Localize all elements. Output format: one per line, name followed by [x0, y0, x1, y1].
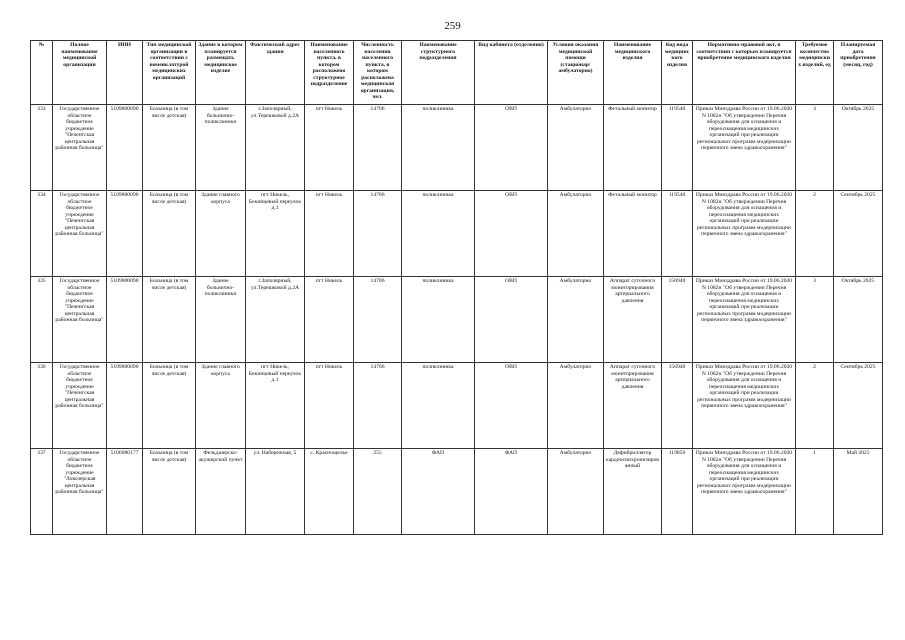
col-locality-header: Наименование населенного пункта, в котором расположено структурное подразделение: [305, 41, 354, 105]
col-quantity-cell: 3: [796, 277, 834, 363]
col-conditions-cell: Амбулаторно: [548, 277, 604, 363]
col-building-cell: Здание главного корпуса: [196, 363, 246, 449]
col-population-cell: 14706: [354, 363, 402, 449]
col-inn-cell: 5106080177: [107, 449, 143, 535]
col-device-header: Наименование медицинского изделия: [604, 41, 662, 105]
col-legal-act-cell: Приказ Минздрава России от 19.06.2020 N 1082н "Об утверждении Перечня оборудования для оснащения и переоснащения медицинских организаций при реализации региональных программ модернизации первичного звена здравоохранения": [693, 277, 796, 363]
table-row: [31, 105, 883, 191]
col-date-cell: Сентябрь 2025: [834, 363, 883, 449]
col-org-type-cell: Больница (в том числе детская): [143, 363, 196, 449]
col-date-cell: Октябрь 2025: [834, 105, 883, 191]
col-num-header: №: [31, 41, 53, 105]
col-cabinet-cell: ОВП: [475, 277, 548, 363]
col-device-cell: Аппарат суточного мониторирования артериального давления: [604, 363, 662, 449]
col-org-name-cell: Государственное областное бюджетное учреждение "Печенгская центральная районная больница": [53, 105, 107, 191]
col-quantity-cell: 3: [796, 105, 834, 191]
col-device-code-cell: 119850: [662, 449, 693, 535]
col-device-code-cell: 119540: [662, 191, 693, 277]
col-num-cell: 333: [31, 105, 53, 191]
table-row: [31, 449, 883, 535]
col-quantity-cell: 2: [796, 191, 834, 277]
col-subdivision-cell: поликлиника: [402, 363, 475, 449]
col-legal-act-cell: Приказ Минздрава России от 19.06.2020 N 1082н "Об утверждении Перечня оборудования для оснащения и переоснащения медицинских организаций при реализации региональных программ модернизации первичного звена здравоохранения": [693, 191, 796, 277]
col-population-cell: 14706: [354, 191, 402, 277]
col-org-type-cell: Больница (в том числе детская): [143, 449, 196, 535]
col-org-type-header: Тип медицинской организации в соответствии с номенклатурой медицинских организаций: [143, 41, 196, 105]
col-org-name-header: Полное наименование медицинской организации: [53, 41, 107, 105]
col-subdivision-cell: ФАП: [402, 449, 475, 535]
table-row: [31, 363, 883, 449]
col-org-name-cell: Государственное областное бюджетное учреждение "Печенгская центральная районная больница": [53, 277, 107, 363]
col-quantity-cell: 2: [796, 363, 834, 449]
col-population-cell: 14706: [354, 277, 402, 363]
col-address-cell: пгт Никель, Бекинцевый переулок д.1: [246, 363, 305, 449]
col-device-cell: Фетальный монитор: [604, 105, 662, 191]
equipment-table: [30, 40, 883, 535]
col-org-name-cell: Государственное областное бюджетное учреждение "Печенгская центральная районная больница": [53, 191, 107, 277]
col-population-header: Численность населения населенного пункта, в котором расположена медицинская организация, чел.: [354, 41, 402, 105]
col-cabinet-cell: ОВП: [475, 191, 548, 277]
col-num-cell: 335: [31, 277, 53, 363]
col-org-name-cell: Государственное областное бюджетное учреждение "Ловозерская центральная районная больница": [53, 449, 107, 535]
col-date-cell: Сентябрь 2025: [834, 191, 883, 277]
col-conditions-cell: Амбулаторно: [548, 363, 604, 449]
col-inn-cell: 5109800090: [107, 363, 143, 449]
col-locality-cell: пгт Никель: [305, 191, 354, 277]
col-subdivision-cell: поликлиника: [402, 191, 475, 277]
col-legal-act-cell: Приказ Минздрава России от 19.06.2020 N 1082н "Об утверждении Перечня оборудования для оснащения и переоснащения медицинских организаций при реализации региональных программ модернизации первичного звена здравоохранения": [693, 449, 796, 535]
col-org-type-cell: Больница (в том числе детская): [143, 191, 196, 277]
col-population-cell: 255: [354, 449, 402, 535]
col-inn-cell: 5109800090: [107, 105, 143, 191]
col-building-cell: Здание больнично-поликлиники: [196, 105, 246, 191]
col-device-code-cell: 119540: [662, 105, 693, 191]
col-device-cell: Аппарат суточного мониторирования артериального давления: [604, 277, 662, 363]
col-locality-cell: пгт Никель: [305, 105, 354, 191]
col-num-cell: 337: [31, 449, 53, 535]
col-locality-cell: с. Краснощелье: [305, 449, 354, 535]
page-number: 259: [444, 20, 461, 32]
col-num-cell: 334: [31, 191, 53, 277]
col-date-header: Планируемая дата приобретения (месяц, год): [834, 41, 883, 105]
col-cabinet-header: Вид кабинета (отделения): [475, 41, 548, 105]
col-building-cell: Здание главного корпуса: [196, 191, 246, 277]
col-conditions-cell: Амбулаторно: [548, 191, 604, 277]
col-locality-cell: пгт Никель: [305, 363, 354, 449]
col-building-header: Здание в котором планируется размещать медицинское изделие: [196, 41, 246, 105]
col-date-cell: Октябрь 2025: [834, 277, 883, 363]
table-row: [31, 191, 883, 277]
col-org-name-cell: Государственное областное бюджетное учреждение "Печенгская центральная районная больница": [53, 363, 107, 449]
col-device-cell: Дефибриллятор кардиосинхронизированный: [604, 449, 662, 535]
col-cabinet-cell: ОВП: [475, 105, 548, 191]
col-building-cell: Фельдшерско-акушерский пункт: [196, 449, 246, 535]
col-conditions-cell: Амбулаторно: [548, 105, 604, 191]
col-address-cell: ул. Набережная, 5: [246, 449, 305, 535]
col-building-cell: Здание больнично-поликлиники: [196, 277, 246, 363]
col-inn-header: ИНН: [107, 41, 143, 105]
header-row: [31, 41, 883, 105]
col-cabinet-cell: ФАП: [475, 449, 548, 535]
col-conditions-cell: Амбулаторно: [548, 449, 604, 535]
col-legal-act-header: Нормативно-правовой акт, в соответствии с которым планируется приобретение медицинского изделия: [693, 41, 796, 105]
col-quantity-header: Требуемое количество медицинских изделий, ед: [796, 41, 834, 105]
col-num-cell: 336: [31, 363, 53, 449]
col-device-code-cell: 156940: [662, 363, 693, 449]
col-legal-act-cell: Приказ Минздрава России от 19.06.2020 N 1082н "Об утверждении Перечня оборудования для оснащения и переоснащения медицинских организаций при реализации региональных программ модернизации первичного звена здравоохранения": [693, 105, 796, 191]
col-org-type-cell: Больница (в том числе детская): [143, 277, 196, 363]
col-subdivision-header: Наименование структурного подразделения: [402, 41, 475, 105]
col-inn-cell: 5109800090: [107, 277, 143, 363]
col-device-code-cell: 156940: [662, 277, 693, 363]
col-date-cell: Май 2025: [834, 449, 883, 535]
col-inn-cell: 5109800090: [107, 191, 143, 277]
col-address-cell: пгт Никель, Бекинцевый переулок д.1: [246, 191, 305, 277]
col-org-type-cell: Больница (в том числе детская): [143, 105, 196, 191]
col-cabinet-cell: ОВП: [475, 363, 548, 449]
col-device-code-header: Код вида медицинского изделия: [662, 41, 693, 105]
col-population-cell: 14706: [354, 105, 402, 191]
col-device-cell: Фетальный монитор: [604, 191, 662, 277]
table-row: [31, 277, 883, 363]
col-address-cell: г.Заполярный, ул.Терешковой д.2А: [246, 277, 305, 363]
col-conditions-header: Условия оказания медицинской помощи (стационар/амбулаторно): [548, 41, 604, 105]
col-address-cell: г.Заполярный, ул.Терешковой д.2А: [246, 105, 305, 191]
col-address-header: Фактический адрес здания: [246, 41, 305, 105]
col-locality-cell: пгт Никель: [305, 277, 354, 363]
col-subdivision-cell: поликлиника: [402, 277, 475, 363]
col-quantity-cell: 1: [796, 449, 834, 535]
col-subdivision-cell: поликлиника: [402, 105, 475, 191]
col-legal-act-cell: Приказ Минздрава России от 19.06.2020 N 1082н "Об утверждении Перечня оборудования для оснащения и переоснащения медицинских организаций при реализации региональных программ модернизации первичного звена здравоохранения": [693, 363, 796, 449]
